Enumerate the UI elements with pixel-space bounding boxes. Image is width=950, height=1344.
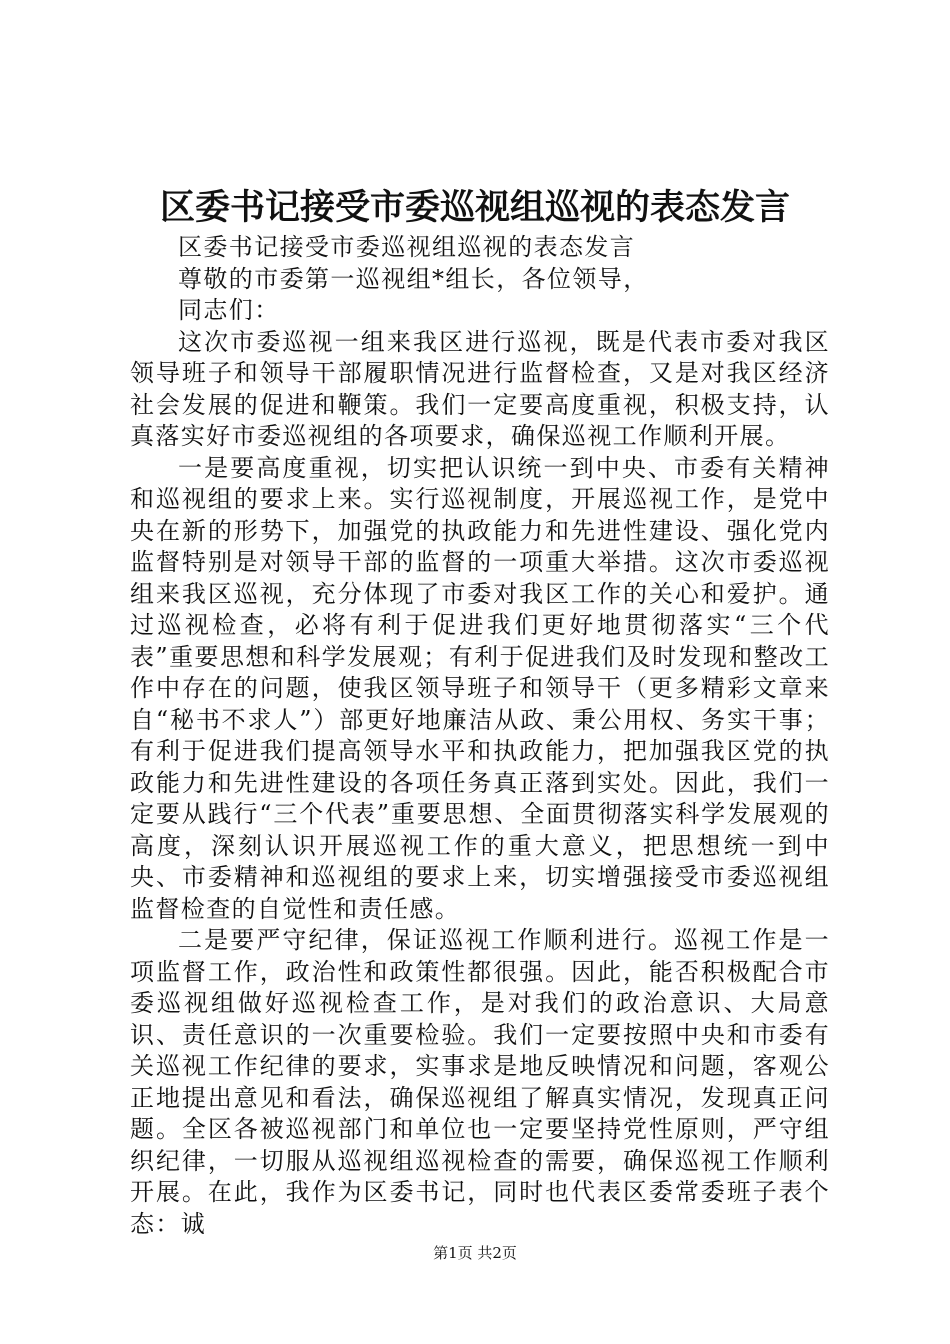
document-body [130, 232, 830, 1240]
page-number-label: 第1页 共2页 [433, 1244, 517, 1262]
paragraph-intro: 这次市委巡视一组来我区进行巡视，既是代表市委对我区领导班子和领导干部履职情况进行监督检查，又是对我区经济社会发展的促进和鞭策。我们一定要高度重视，积极支持，认真落实好市委巡视组的各项要求，确保巡视工作顺利开展。 [130, 327, 830, 450]
paragraph-point-two: 二是要严守纪律，保证巡视工作顺利进行。巡视工作是一项监督工作，政治性和政策性都很强。因此，能否积极配合市委巡视组做好巡视检查工作，是对我们的政治意识、大局意识、责任意识的一次重要检验。我们一定要按照中央和市委有关巡视工作纪律的要求，实事求是地反映情况和问题，客观公正地提出意见和看法，确保巡视组了解真实情况，发现真正问题。全区各被巡视部门和单位也一定要坚持党性原则，严守组织纪律，一切服从巡视组巡视检查的需要，确保巡视工作顺利开展。在此，我作为区委书记，同时也代表区委常委班子表个态：诚 [130, 926, 830, 1238]
paragraph-point-one: 一是要高度重视，切实把认识统一到中央、市委有关精神和巡视组的要求上来。实行巡视制度，开展巡视工作，是党中央在新的形势下，加强党的执政能力和先进性建设、强化党内监督特别是对领导干部的监督的一项重大举措。这次市委巡视组来我区巡视，充分体现了市委对我区工作的关心和爱护。通过巡视检查，必将有利于促进我们更好地贯彻落实“三个代表”重要思想和科学发展观；有利于促进我们及时发现和整改工作中存在的问题，使我区领导班子和领导干（更多精彩文章来自“秘书不求人”）部更好地廉洁从政、秉公用权、务实干事；有利于促进我们提高领导水平和执政能力，把加强我区党的执政能力和先进性建设的各项任务真正落到实处。因此，我们一定要从践行“三个代表”重要思想、全面贯彻落实科学发展观的高度，深刻认识开展巡视工作的重大意义，把思想统一到中央、市委精神和巡视组的要求上来，切实增强接受市委巡视组监督检查的自觉性和责任感。 [130, 453, 830, 923]
paragraph-greeting: 同志们： [178, 296, 280, 324]
document-title: 区委书记接受市委巡视组巡视的表态发言 [159, 187, 790, 228]
page-footer [0, 1243, 950, 1263]
paragraph-subtitle: 区委书记接受市委巡视组巡视的表态发言 [178, 233, 636, 261]
paragraph-salutation: 尊敬的市委第一巡视组*组长，各位领导， [178, 264, 649, 293]
